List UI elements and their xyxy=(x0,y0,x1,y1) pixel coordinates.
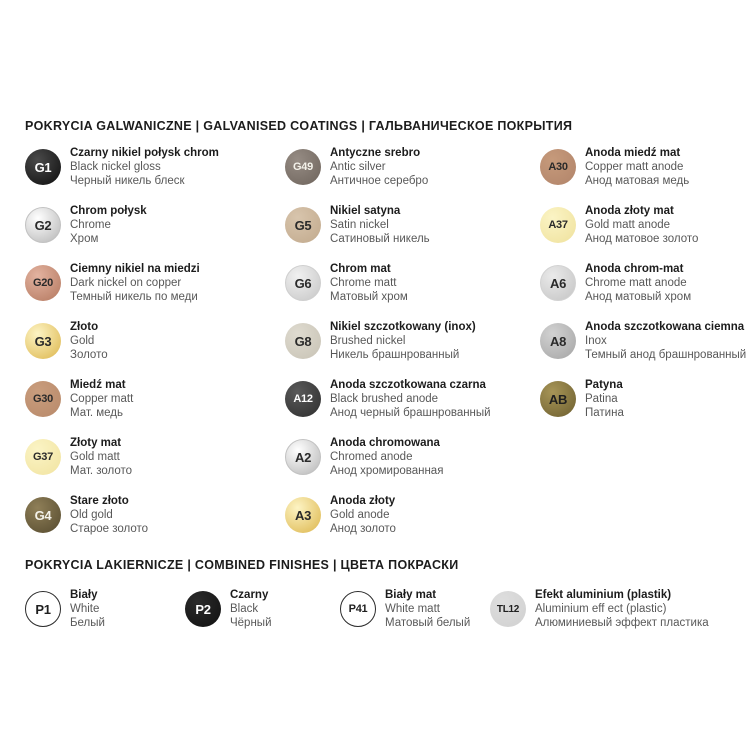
finish-code: A12 xyxy=(293,393,313,405)
finish-code: G6 xyxy=(294,275,312,291)
finish-entry-g3 xyxy=(25,320,283,378)
finish-labels xyxy=(330,320,476,362)
color-swatch-a12 xyxy=(285,381,321,417)
finish-name-pl: Anoda złoty xyxy=(330,495,396,507)
finish-name-en: Chrome matt xyxy=(330,277,397,289)
finish-name-ru: Черный никель блеск xyxy=(70,175,185,187)
color-swatch-g3 xyxy=(25,323,61,359)
finish-name-en: Satin nickel xyxy=(330,219,389,231)
finish-name-ru: Патина xyxy=(585,407,624,419)
finish-name-en: Black xyxy=(230,603,259,615)
finish-entry-p2 xyxy=(185,588,272,646)
finish-entry-g2 xyxy=(25,204,283,262)
finish-labels xyxy=(70,204,147,246)
finish-code: G49 xyxy=(293,161,313,173)
finish-name-pl: Anoda chrom-mat xyxy=(585,263,684,275)
color-swatch-a30 xyxy=(540,149,576,185)
color-swatch-p2 xyxy=(185,591,221,627)
finish-name-ru: Матовый хром xyxy=(330,291,408,303)
finish-entry-a8 xyxy=(540,320,748,378)
finish-labels xyxy=(70,436,132,478)
finish-name-pl: Biały mat xyxy=(385,589,437,601)
finish-name-en: Black brushed anode xyxy=(330,393,439,405)
finish-code: TL12 xyxy=(496,603,520,615)
finish-name-pl: Czarny nikiel połysk chrom xyxy=(70,147,219,159)
finish-labels xyxy=(585,204,698,246)
finish-name-ru: Анод черный брашнрованный xyxy=(330,407,491,419)
color-swatch-g6 xyxy=(285,265,321,301)
finish-name-en: White matt xyxy=(385,603,440,615)
finish-name-en: Copper matt anode xyxy=(585,161,684,173)
finish-name-ru: Алюминиевый эффект пластика xyxy=(535,617,709,629)
color-swatch-ab xyxy=(540,381,576,417)
finish-code: G2 xyxy=(34,217,52,233)
finish-name-pl: Chrom mat xyxy=(330,263,391,275)
finish-name-ru: Чёрный xyxy=(230,617,272,629)
finish-labels xyxy=(585,262,691,304)
lacquered-finishes-header: POKRYCIA LAKIERNICZE | COMBINED FINISHES | ЦВЕТА ПОКРАСКИ xyxy=(25,558,459,572)
finish-name-ru: Мат. золото xyxy=(70,465,133,477)
finish-name-ru: Сатиновый никель xyxy=(330,233,430,245)
finish-name-ru: Анод матовая медь xyxy=(585,175,690,187)
finish-name-pl: Ciemny nikiel na miedzi xyxy=(70,263,200,275)
finish-name-pl: Złoty mat xyxy=(70,437,122,449)
finish-labels xyxy=(330,436,443,478)
finish-entry-g37 xyxy=(25,436,283,494)
finish-name-en: Gold matt anode xyxy=(585,219,671,231)
finish-code: G37 xyxy=(33,451,53,463)
finish-name-pl: Nikiel szczotkowany (inox) xyxy=(330,321,476,333)
finish-labels xyxy=(385,588,470,630)
finish-name-ru: Анод хромированная xyxy=(330,465,444,477)
finish-labels xyxy=(70,494,148,536)
finish-entry-p1 xyxy=(25,588,105,646)
color-swatch-g37 xyxy=(25,439,61,475)
finish-name-en: Old gold xyxy=(70,509,113,521)
finish-labels xyxy=(230,588,272,630)
color-swatch-a8 xyxy=(540,323,576,359)
finish-entry-a12 xyxy=(285,378,538,436)
finish-entry-g20 xyxy=(25,262,283,320)
finish-labels xyxy=(330,146,428,188)
finish-labels xyxy=(585,320,746,362)
finish-name-en: Chrome matt anode xyxy=(585,277,687,289)
finish-name-ru: Анод золото xyxy=(330,523,396,535)
finish-name-pl: Patyna xyxy=(585,379,623,391)
finish-code: P41 xyxy=(348,603,368,615)
finish-entry-a37 xyxy=(540,204,748,262)
finish-name-pl: Miedź mat xyxy=(70,379,126,391)
finish-name-en: Patina xyxy=(585,393,618,405)
finish-name-ru: Никель брашнрованный xyxy=(330,349,460,361)
finish-name-en: Inox xyxy=(585,335,607,347)
finish-name-en: Antic silver xyxy=(330,161,386,173)
finish-labels xyxy=(330,262,408,304)
finish-code: A6 xyxy=(549,275,567,291)
finish-name-pl: Chrom połysk xyxy=(70,205,147,217)
finish-code: G30 xyxy=(33,393,53,405)
finish-name-pl: Stare złoto xyxy=(70,495,129,507)
color-swatch-p1 xyxy=(25,591,61,627)
finish-code: G5 xyxy=(294,217,312,233)
color-swatch-g20 xyxy=(25,265,61,301)
finish-code: G3 xyxy=(34,333,52,349)
color-swatch-g49 xyxy=(285,149,321,185)
finish-name-ru: Старое золото xyxy=(70,523,149,535)
finish-name-pl: Złoto xyxy=(70,321,99,333)
finish-entry-g30 xyxy=(25,378,283,436)
color-swatch-g1 xyxy=(25,149,61,185)
finish-code: G4 xyxy=(34,507,52,523)
finish-name-ru: Анод матовое золото xyxy=(585,233,699,245)
finish-name-pl: Anoda miedź mat xyxy=(585,147,681,159)
finish-entry-g4 xyxy=(25,494,283,552)
finish-name-en: White xyxy=(70,603,100,615)
finish-name-ru: Античное серебро xyxy=(330,175,429,187)
finish-entry-a2 xyxy=(285,436,538,494)
finish-code: A8 xyxy=(549,333,567,349)
finish-name-pl: Antyczne srebro xyxy=(330,147,421,159)
finish-labels xyxy=(585,378,624,420)
finish-labels xyxy=(70,320,108,362)
finish-name-pl: Efekt aluminium (plastik) xyxy=(535,589,672,601)
finish-entry-g6 xyxy=(285,262,538,320)
finish-name-ru: Анод матовый хром xyxy=(585,291,692,303)
finish-name-ru: Мат. медь xyxy=(70,407,123,419)
finish-code: AB xyxy=(548,391,568,407)
finish-name-ru: Матовый белый xyxy=(385,617,471,629)
finish-name-en: Gold anode xyxy=(330,509,390,521)
finish-name-pl: Nikiel satyna xyxy=(330,205,401,217)
finish-entry-g49 xyxy=(285,146,538,204)
finish-name-pl: Anoda szczotkowana czarna xyxy=(330,379,486,391)
finish-name-en: Aluminium eff ect (plastic) xyxy=(535,603,667,615)
color-swatch-a2 xyxy=(285,439,321,475)
finish-name-en: Gold xyxy=(70,335,95,347)
finish-name-en: Dark nickel on copper xyxy=(70,277,182,289)
finish-entry-g1 xyxy=(25,146,283,204)
finish-name-en: Gold matt xyxy=(70,451,120,463)
finish-code: A37 xyxy=(548,219,568,231)
finish-entry-ab xyxy=(540,378,748,436)
finish-name-en: Brushed nickel xyxy=(330,335,406,347)
finish-code: A2 xyxy=(294,449,312,465)
finish-name-pl: Anoda złoty mat xyxy=(585,205,674,217)
color-swatch-a6 xyxy=(540,265,576,301)
finish-labels xyxy=(330,204,430,246)
finish-name-ru: Темный никель по меди xyxy=(70,291,198,303)
color-swatch-p41 xyxy=(340,591,376,627)
finish-labels xyxy=(585,146,689,188)
color-swatch-g8 xyxy=(285,323,321,359)
finish-labels xyxy=(535,588,709,630)
color-swatch-tl12 xyxy=(490,591,526,627)
color-swatch-g5 xyxy=(285,207,321,243)
galvanised-column-1 xyxy=(25,146,283,552)
finish-code: A3 xyxy=(294,507,312,523)
galvanised-column-2 xyxy=(285,146,538,552)
color-swatch-a37 xyxy=(540,207,576,243)
finish-entry-g5 xyxy=(285,204,538,262)
finish-name-en: Black nickel gloss xyxy=(70,161,161,173)
finish-labels xyxy=(330,378,491,420)
galvanised-coatings-header: POKRYCIA GALWANICZNE | GALVANISED COATINGS | ГАЛЬВАНИЧЕСКОЕ ПОКРЫТИЯ xyxy=(25,119,573,133)
finish-name-en: Copper matt xyxy=(70,393,134,405)
finish-code: G8 xyxy=(294,333,312,349)
finish-name-en: Chromed anode xyxy=(330,451,413,463)
color-swatch-a3 xyxy=(285,497,321,533)
color-swatch-g2 xyxy=(25,207,61,243)
finish-name-pl: Czarny xyxy=(230,589,269,601)
finish-code: P1 xyxy=(35,601,51,617)
finish-entry-tl12 xyxy=(490,588,709,646)
finish-entry-a6 xyxy=(540,262,748,320)
finish-code: A30 xyxy=(548,161,568,173)
finish-name-ru: Темный анод брашнрованный xyxy=(585,349,747,361)
finish-name-ru: Белый xyxy=(70,617,105,629)
finish-entry-a3 xyxy=(285,494,538,552)
finish-labels xyxy=(330,494,396,536)
finish-name-en: Chrome xyxy=(70,219,111,231)
finish-name-pl: Biały xyxy=(70,589,98,601)
finish-name-ru: Хром xyxy=(70,233,99,245)
finish-code: P2 xyxy=(195,601,211,617)
finish-labels xyxy=(70,588,105,630)
finish-labels xyxy=(70,262,200,304)
color-swatch-g30 xyxy=(25,381,61,417)
finish-labels xyxy=(70,378,133,420)
finish-entry-g8 xyxy=(285,320,538,378)
finish-entry-a30 xyxy=(540,146,748,204)
color-swatch-g4 xyxy=(25,497,61,533)
finish-code: G20 xyxy=(33,277,53,289)
finish-name-pl: Anoda chromowana xyxy=(330,437,440,449)
galvanised-column-3 xyxy=(540,146,748,436)
finish-labels xyxy=(70,146,219,188)
finish-entry-p41 xyxy=(340,588,470,646)
finish-name-pl: Anoda szczotkowana ciemna xyxy=(585,321,745,333)
finish-name-ru: Золото xyxy=(70,349,108,361)
finish-code: G1 xyxy=(34,159,52,175)
